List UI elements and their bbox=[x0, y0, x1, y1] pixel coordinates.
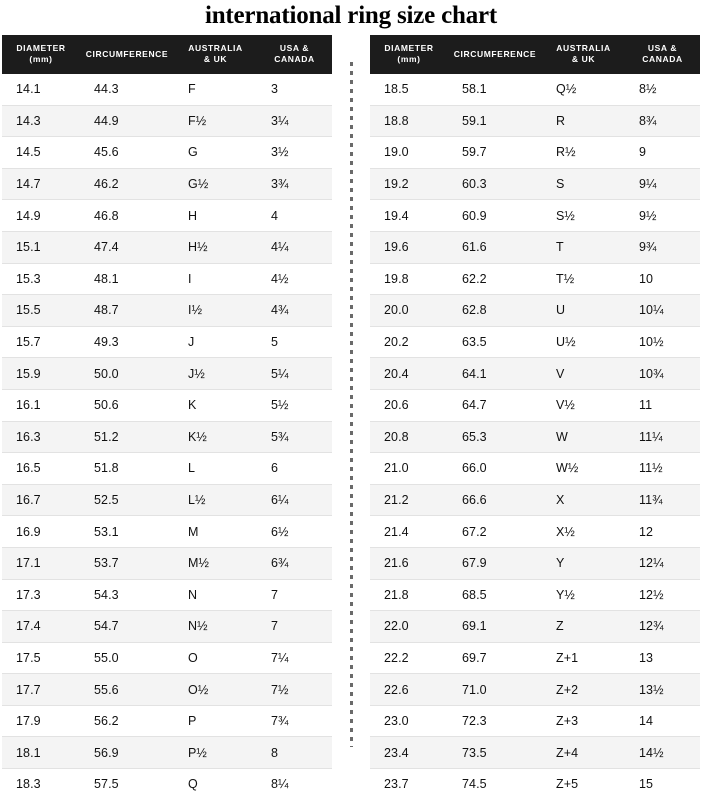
table-cell: 7¼ bbox=[257, 642, 332, 674]
table-cell: 67.9 bbox=[448, 547, 542, 579]
table-cell: 16.5 bbox=[2, 453, 80, 485]
table-row bbox=[2, 737, 332, 769]
table-row bbox=[2, 769, 332, 800]
table-cell: 44.9 bbox=[80, 105, 174, 137]
table-cell: 56.9 bbox=[80, 737, 174, 769]
table-row bbox=[370, 168, 700, 200]
vertical-dotted-divider bbox=[346, 35, 356, 800]
table-cell: 17.3 bbox=[2, 579, 80, 611]
table-cell: 61.6 bbox=[448, 231, 542, 263]
table-cell: 7 bbox=[257, 611, 332, 643]
table-cell: 9¾ bbox=[625, 231, 700, 263]
table-cell: 17.5 bbox=[2, 642, 80, 674]
table-cell: 23.4 bbox=[370, 737, 448, 769]
table-cell: U bbox=[542, 295, 625, 327]
table-cell: J bbox=[174, 326, 257, 358]
table-cell: 67.2 bbox=[448, 516, 542, 548]
table-row bbox=[370, 105, 700, 137]
table-cell: 3¾ bbox=[257, 168, 332, 200]
table-row bbox=[370, 263, 700, 295]
table-row bbox=[2, 105, 332, 137]
header-line1: AUSTRALIA bbox=[188, 43, 243, 53]
table-cell: 19.2 bbox=[370, 168, 448, 200]
table-cell: 10½ bbox=[625, 326, 700, 358]
table-header-right bbox=[370, 35, 700, 74]
header-row bbox=[370, 35, 700, 74]
table-cell: 4 bbox=[257, 200, 332, 232]
header-line1: USA & bbox=[647, 43, 678, 53]
table-cell: 72.3 bbox=[448, 705, 542, 737]
table-cell: Q bbox=[174, 769, 257, 800]
table-cell: O½ bbox=[174, 674, 257, 706]
table-cell: 6 bbox=[257, 453, 332, 485]
table-row bbox=[370, 516, 700, 548]
table-cell: 3½ bbox=[257, 137, 332, 169]
header-line1: DIAMETER bbox=[16, 43, 66, 53]
table-cell: 66.6 bbox=[448, 484, 542, 516]
table-cell: R bbox=[542, 105, 625, 137]
table-cell: 14.5 bbox=[2, 137, 80, 169]
table-row bbox=[2, 579, 332, 611]
table-cell: 20.4 bbox=[370, 358, 448, 390]
table-cell: 21.8 bbox=[370, 579, 448, 611]
table-cell: 8¾ bbox=[625, 105, 700, 137]
table-row bbox=[2, 358, 332, 390]
column-header-usa-canada bbox=[625, 35, 700, 74]
table-cell: 21.0 bbox=[370, 453, 448, 485]
table-cell: 15.7 bbox=[2, 326, 80, 358]
table-cell: 44.3 bbox=[80, 74, 174, 105]
table-cell: 5½ bbox=[257, 389, 332, 421]
column-header-australia-uk bbox=[542, 35, 625, 74]
table-cell: G½ bbox=[174, 168, 257, 200]
table-cell: 14.1 bbox=[2, 74, 80, 105]
table-cell: 66.0 bbox=[448, 453, 542, 485]
table-cell: 19.6 bbox=[370, 231, 448, 263]
table-row bbox=[2, 200, 332, 232]
table-cell: 14 bbox=[625, 705, 700, 737]
table-cell: 15 bbox=[625, 769, 700, 800]
table-header-left bbox=[2, 35, 332, 74]
table-cell: L½ bbox=[174, 484, 257, 516]
table-cell: 57.5 bbox=[80, 769, 174, 800]
table-row bbox=[2, 705, 332, 737]
table-cell: 3 bbox=[257, 74, 332, 105]
table-cell: 16.9 bbox=[2, 516, 80, 548]
table-cell: 59.7 bbox=[448, 137, 542, 169]
table-cell: S½ bbox=[542, 200, 625, 232]
table-cell: 15.1 bbox=[2, 231, 80, 263]
table-cell: 3¼ bbox=[257, 105, 332, 137]
table-cell: P bbox=[174, 705, 257, 737]
table-cell: 18.3 bbox=[2, 769, 80, 800]
table-row bbox=[2, 326, 332, 358]
table-cell: 20.2 bbox=[370, 326, 448, 358]
table-cell: 20.8 bbox=[370, 421, 448, 453]
table-cell: 14.3 bbox=[2, 105, 80, 137]
table-row bbox=[370, 769, 700, 800]
table-cell: 71.0 bbox=[448, 674, 542, 706]
table-cell: 45.6 bbox=[80, 137, 174, 169]
table-cell: W½ bbox=[542, 453, 625, 485]
table-cell: 18.1 bbox=[2, 737, 80, 769]
table-cell: 21.6 bbox=[370, 547, 448, 579]
table-cell: X½ bbox=[542, 516, 625, 548]
header-line2: CANADA bbox=[274, 54, 315, 64]
table-cell: 56.2 bbox=[80, 705, 174, 737]
table-body-left bbox=[2, 74, 332, 800]
table-cell: 18.8 bbox=[370, 105, 448, 137]
page-title: international ring size chart bbox=[204, 2, 498, 29]
table-row bbox=[2, 263, 332, 295]
table-cell: 22.0 bbox=[370, 611, 448, 643]
table-row bbox=[370, 642, 700, 674]
table-cell: 52.5 bbox=[80, 484, 174, 516]
table-cell: 22.6 bbox=[370, 674, 448, 706]
table-cell: 10 bbox=[625, 263, 700, 295]
table-cell: 9½ bbox=[625, 200, 700, 232]
table-cell: 17.7 bbox=[2, 674, 80, 706]
table-cell: 55.6 bbox=[80, 674, 174, 706]
table-cell: L bbox=[174, 453, 257, 485]
table-cell: 6½ bbox=[257, 516, 332, 548]
table-cell: I½ bbox=[174, 295, 257, 327]
column-header-usa-canada bbox=[257, 35, 332, 74]
table-row bbox=[370, 326, 700, 358]
table-cell: 17.9 bbox=[2, 705, 80, 737]
table-row bbox=[2, 642, 332, 674]
table-cell: 19.4 bbox=[370, 200, 448, 232]
table-cell: Z+4 bbox=[542, 737, 625, 769]
table-cell: Q½ bbox=[542, 74, 625, 105]
header-line1: CIRCUMFERENCE bbox=[85, 48, 169, 59]
table-cell: 50.0 bbox=[80, 358, 174, 390]
table-row bbox=[370, 74, 700, 105]
table-cell: Z+1 bbox=[542, 642, 625, 674]
table-cell: 46.2 bbox=[80, 168, 174, 200]
table-cell: 6¾ bbox=[257, 547, 332, 579]
table-cell: U½ bbox=[542, 326, 625, 358]
table-cell: N bbox=[174, 579, 257, 611]
table-cell: M½ bbox=[174, 547, 257, 579]
column-header-diameter bbox=[2, 35, 80, 74]
table-row bbox=[370, 200, 700, 232]
table-cell: 5¾ bbox=[257, 421, 332, 453]
table-cell: R½ bbox=[542, 137, 625, 169]
table-cell: 13 bbox=[625, 642, 700, 674]
ring-size-table-right bbox=[370, 35, 700, 800]
table-cell: 12¼ bbox=[625, 547, 700, 579]
table-row bbox=[370, 737, 700, 769]
table-cell: 11¼ bbox=[625, 421, 700, 453]
table-cell: 8 bbox=[257, 737, 332, 769]
table-row bbox=[2, 295, 332, 327]
table-cell: 60.3 bbox=[448, 168, 542, 200]
table-cell: 23.0 bbox=[370, 705, 448, 737]
table-cell: 62.8 bbox=[448, 295, 542, 327]
table-cell: 17.4 bbox=[2, 611, 80, 643]
table-row bbox=[2, 516, 332, 548]
ring-size-chart-page bbox=[0, 1, 702, 792]
table-row bbox=[370, 358, 700, 390]
table-cell: 53.7 bbox=[80, 547, 174, 579]
table-cell: S bbox=[542, 168, 625, 200]
table-row bbox=[2, 484, 332, 516]
table-cell: 53.1 bbox=[80, 516, 174, 548]
table-cell: 16.3 bbox=[2, 421, 80, 453]
table-cell: 63.5 bbox=[448, 326, 542, 358]
table-cell: T½ bbox=[542, 263, 625, 295]
table-cell: F bbox=[174, 74, 257, 105]
table-cell: 48.7 bbox=[80, 295, 174, 327]
table-row bbox=[2, 674, 332, 706]
table-cell: 4½ bbox=[257, 263, 332, 295]
table-cell: 16.7 bbox=[2, 484, 80, 516]
table-cell: 14½ bbox=[625, 737, 700, 769]
table-cell: J½ bbox=[174, 358, 257, 390]
header-row bbox=[2, 35, 332, 74]
table-cell: 51.8 bbox=[80, 453, 174, 485]
table-cell: Z+2 bbox=[542, 674, 625, 706]
table-cell: 9¼ bbox=[625, 168, 700, 200]
table-row bbox=[2, 611, 332, 643]
table-cell: 50.6 bbox=[80, 389, 174, 421]
table-cell: 10¾ bbox=[625, 358, 700, 390]
table-cell: 22.2 bbox=[370, 642, 448, 674]
table-cell: 48.1 bbox=[80, 263, 174, 295]
right-table-wrapper bbox=[370, 35, 700, 800]
table-row bbox=[370, 674, 700, 706]
table-cell: 47.4 bbox=[80, 231, 174, 263]
header-line1: DIAMETER bbox=[384, 43, 434, 53]
table-cell: K½ bbox=[174, 421, 257, 453]
header-line2: (mm) bbox=[29, 54, 53, 64]
table-cell: Z bbox=[542, 611, 625, 643]
table-cell: 73.5 bbox=[448, 737, 542, 769]
table-cell: I bbox=[174, 263, 257, 295]
table-cell: Z+5 bbox=[542, 769, 625, 800]
table-row bbox=[370, 137, 700, 169]
table-cell: 64.7 bbox=[448, 389, 542, 421]
table-cell: W bbox=[542, 421, 625, 453]
table-cell: H½ bbox=[174, 231, 257, 263]
table-cell: 55.0 bbox=[80, 642, 174, 674]
table-cell: 74.5 bbox=[448, 769, 542, 800]
table-cell: 15.5 bbox=[2, 295, 80, 327]
tables-container bbox=[0, 35, 702, 800]
header-line1: CIRCUMFERENCE bbox=[453, 48, 537, 59]
table-row bbox=[370, 421, 700, 453]
table-cell: 11 bbox=[625, 389, 700, 421]
column-header-circumference bbox=[80, 35, 174, 74]
table-row bbox=[370, 389, 700, 421]
table-cell: 12 bbox=[625, 516, 700, 548]
table-cell: 20.6 bbox=[370, 389, 448, 421]
table-cell: 4¼ bbox=[257, 231, 332, 263]
table-cell: 51.2 bbox=[80, 421, 174, 453]
header-line1: USA & bbox=[279, 43, 310, 53]
table-cell: 7¾ bbox=[257, 705, 332, 737]
table-cell: 19.8 bbox=[370, 263, 448, 295]
table-row bbox=[2, 421, 332, 453]
table-cell: 69.1 bbox=[448, 611, 542, 643]
table-row bbox=[370, 579, 700, 611]
column-header-diameter bbox=[370, 35, 448, 74]
table-cell: 54.3 bbox=[80, 579, 174, 611]
header-line1: AUSTRALIA bbox=[556, 43, 611, 53]
table-cell: 17.1 bbox=[2, 547, 80, 579]
dotted-line bbox=[350, 62, 353, 747]
table-cell: 21.4 bbox=[370, 516, 448, 548]
table-cell: 10¼ bbox=[625, 295, 700, 327]
header-line2: & UK bbox=[203, 54, 228, 64]
table-cell: 8¼ bbox=[257, 769, 332, 800]
table-cell: 68.5 bbox=[448, 579, 542, 611]
table-cell: 5 bbox=[257, 326, 332, 358]
column-header-circumference bbox=[448, 35, 542, 74]
table-cell: P½ bbox=[174, 737, 257, 769]
table-cell: Y bbox=[542, 547, 625, 579]
table-cell: 14.7 bbox=[2, 168, 80, 200]
table-row bbox=[2, 137, 332, 169]
table-row bbox=[2, 389, 332, 421]
table-cell: 21.2 bbox=[370, 484, 448, 516]
table-cell: 62.2 bbox=[448, 263, 542, 295]
table-cell: V½ bbox=[542, 389, 625, 421]
table-cell: 4¾ bbox=[257, 295, 332, 327]
table-row bbox=[2, 231, 332, 263]
table-cell: 7½ bbox=[257, 674, 332, 706]
header-line2: & UK bbox=[571, 54, 596, 64]
table-row bbox=[2, 74, 332, 105]
table-cell: 13½ bbox=[625, 674, 700, 706]
table-cell: K bbox=[174, 389, 257, 421]
table-row bbox=[370, 547, 700, 579]
table-cell: 69.7 bbox=[448, 642, 542, 674]
table-cell: N½ bbox=[174, 611, 257, 643]
table-cell: F½ bbox=[174, 105, 257, 137]
table-cell: T bbox=[542, 231, 625, 263]
table-cell: 23.7 bbox=[370, 769, 448, 800]
table-cell: 46.8 bbox=[80, 200, 174, 232]
table-body-right bbox=[370, 74, 700, 800]
table-cell: V bbox=[542, 358, 625, 390]
table-row bbox=[370, 231, 700, 263]
ring-size-table-left bbox=[2, 35, 332, 800]
table-cell: 60.9 bbox=[448, 200, 542, 232]
table-cell: M bbox=[174, 516, 257, 548]
table-cell: 16.1 bbox=[2, 389, 80, 421]
table-row bbox=[2, 168, 332, 200]
table-cell: H bbox=[174, 200, 257, 232]
column-header-australia-uk bbox=[174, 35, 257, 74]
table-row bbox=[370, 705, 700, 737]
table-cell: 15.3 bbox=[2, 263, 80, 295]
table-cell: 11½ bbox=[625, 453, 700, 485]
table-row bbox=[370, 484, 700, 516]
table-cell: 19.0 bbox=[370, 137, 448, 169]
table-row bbox=[2, 453, 332, 485]
table-cell: 59.1 bbox=[448, 105, 542, 137]
table-row bbox=[370, 295, 700, 327]
table-row bbox=[370, 611, 700, 643]
table-cell: 20.0 bbox=[370, 295, 448, 327]
table-cell: 7 bbox=[257, 579, 332, 611]
table-cell: 12½ bbox=[625, 579, 700, 611]
table-row bbox=[2, 547, 332, 579]
table-cell: 11¾ bbox=[625, 484, 700, 516]
table-cell: Y½ bbox=[542, 579, 625, 611]
table-cell: 14.9 bbox=[2, 200, 80, 232]
table-cell: 65.3 bbox=[448, 421, 542, 453]
table-cell: O bbox=[174, 642, 257, 674]
table-row bbox=[370, 453, 700, 485]
table-cell: X bbox=[542, 484, 625, 516]
table-cell: 54.7 bbox=[80, 611, 174, 643]
table-cell: 5¼ bbox=[257, 358, 332, 390]
table-cell: 12¾ bbox=[625, 611, 700, 643]
table-cell: 15.9 bbox=[2, 358, 80, 390]
table-cell: 8½ bbox=[625, 74, 700, 105]
table-cell: Z+3 bbox=[542, 705, 625, 737]
header-line2: (mm) bbox=[397, 54, 421, 64]
table-cell: 64.1 bbox=[448, 358, 542, 390]
table-cell: 49.3 bbox=[80, 326, 174, 358]
table-cell: 6¼ bbox=[257, 484, 332, 516]
table-cell: 9 bbox=[625, 137, 700, 169]
table-cell: G bbox=[174, 137, 257, 169]
header-line2: CANADA bbox=[642, 54, 683, 64]
table-cell: 58.1 bbox=[448, 74, 542, 105]
left-table-wrapper bbox=[2, 35, 332, 800]
table-cell: 18.5 bbox=[370, 74, 448, 105]
